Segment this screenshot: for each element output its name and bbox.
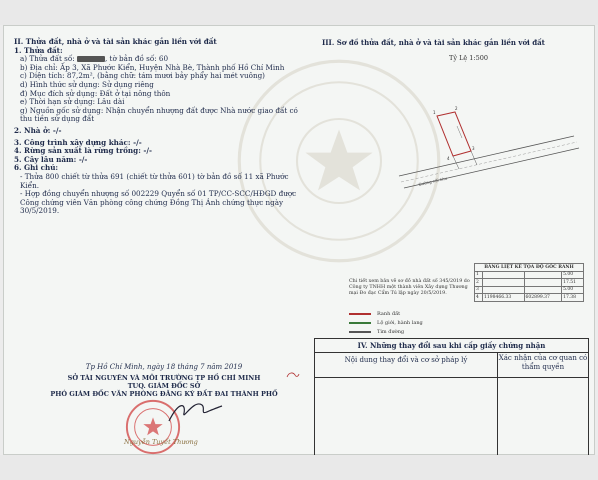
- house-item: 2. Nhà ở: -/-: [14, 125, 62, 135]
- use-form: d) Hình thức sử dụng: Sử dụng riêng: [20, 79, 154, 89]
- table-row: 2 17.51: [475, 279, 584, 287]
- centerline-swatch-icon: [349, 331, 371, 333]
- section-title: II. Thửa đất, nhà ở và tài sản khác gắn liền với đất: [14, 37, 217, 46]
- changes-table: [314, 338, 589, 466]
- legend-item: Tim đường: [349, 329, 423, 335]
- section-title: III. Sơ đồ thửa đất, nhà ở và tài sản khác gắn liền với đất: [322, 38, 545, 47]
- construction-item: 3. Công trình xây dựng khác: -/-: [14, 137, 142, 147]
- coordinate-table: [474, 263, 584, 302]
- notes-heading: 6. Ghi chú:: [14, 163, 59, 173]
- table-row: 3 5.00: [475, 286, 584, 294]
- road-label: Đường nội khu: [418, 175, 448, 187]
- land-plot-heading: 1. Thửa đất:: [14, 45, 63, 55]
- issue-date: Tp Hồ Chí Minh, ngày 18 tháng 7 năm 2019: [85, 363, 243, 371]
- certificate-page: [3, 25, 595, 455]
- use-origin: g) Nguồn gốc sử dụng: Nhận chuyển nhượng đất được Nhà nước giao đất có thu tiền sử dụng đất: [20, 105, 298, 124]
- svg-text:4: 4: [447, 156, 450, 161]
- land-info-section: [14, 38, 299, 216]
- corridor-swatch-icon: [349, 322, 371, 324]
- note-2: - Hợp đồng chuyển nhượng số 002229 Quyển số 01 TP/CC-SCC/HĐGD được Công chứng viên Văn phòng công chứng Đồng Thị Ánh chứng thực ngày 30/5/2019.: [20, 189, 297, 216]
- map-legend: [349, 311, 423, 338]
- legend-item: Lộ giới, hành lang: [349, 320, 423, 326]
- coordinate-table-title: BẢNG LIỆT KÊ TỌA ĐỘ GÓC RANH: [475, 264, 584, 272]
- table-row: 4 1198466.33 602899.37 17.38: [475, 294, 584, 302]
- plot-number: a) Thửa đất số: , tờ bản đồ số: 60: [20, 54, 169, 64]
- svg-text:2: 2: [455, 106, 458, 111]
- note-1: - Thửa 800 chiết từ thửa 691 (chiết từ thửa 601) tờ bản đồ số 11 xã Phước Kiển.: [20, 171, 289, 190]
- map-note: Chi tiết xem bản vẽ sơ đồ nhà đất số 345/2019 do Công ty TNHH một thành viên Xây dựng Thương mại Đo đạc Cẩm Tú lập ngày 20/5/2019.: [349, 279, 470, 296]
- svg-text:1: 1: [433, 110, 436, 115]
- changes-col-content: Nội dung thay đổi và cơ sở pháp lý: [315, 353, 498, 377]
- address: b) Địa chỉ: Ấp 3, Xã Phước Kiển, Huyện Nhà Bè, Thành phố Hồ Chí Minh: [20, 62, 285, 72]
- perennial-item: 5. Cây lâu năm: -/-: [14, 154, 88, 164]
- table-row: 1 5.00: [475, 271, 584, 279]
- scale-label: Tỷ Lệ 1:500: [449, 54, 489, 62]
- top-background: [0, 0, 598, 25]
- changes-title: IV. Những thay đổi sau khi cấp giấy chứng nhận: [315, 339, 588, 353]
- signer-role: PHÓ GIÁM ĐỐC VĂN PHÒNG ĐĂNG KÝ ĐẤT ĐAI THÀNH PHỐ: [50, 390, 278, 398]
- plot-map: [359, 66, 584, 246]
- use-purpose: đ) Mục đích sử dụng: Đất ở tại nông thôn: [20, 88, 171, 98]
- bottom-background: [0, 455, 598, 480]
- area: c) Diện tích: 87,2m², (bằng chữ: tám mươi bảy phẩy hai mét vuông): [20, 71, 265, 81]
- map-section-title: [322, 38, 588, 47]
- svg-text:3: 3: [472, 146, 475, 151]
- signer-name: Nguyễn Tuyết Thương: [124, 438, 198, 446]
- forest-item: 4. Rừng sản xuất là rừng trồng: -/-: [14, 146, 152, 156]
- handwritten-mark-icon: [286, 371, 300, 381]
- signature-icon: [164, 391, 224, 431]
- issuing-department: SỞ TÀI NGUYÊN VÀ MÔI TRƯỜNG TP HỒ CHÍ MINH: [67, 374, 261, 382]
- authorization: TUQ. GIÁM ĐỐC SỞ: [127, 382, 201, 390]
- legend-item: Ranh đất: [349, 311, 423, 317]
- boundary-swatch-icon: [349, 313, 371, 315]
- use-term: e) Thời hạn sử dụng: Lâu dài: [20, 97, 125, 107]
- changes-col-confirm: Xác nhận của cơ quan có thẩm quyền: [498, 354, 588, 371]
